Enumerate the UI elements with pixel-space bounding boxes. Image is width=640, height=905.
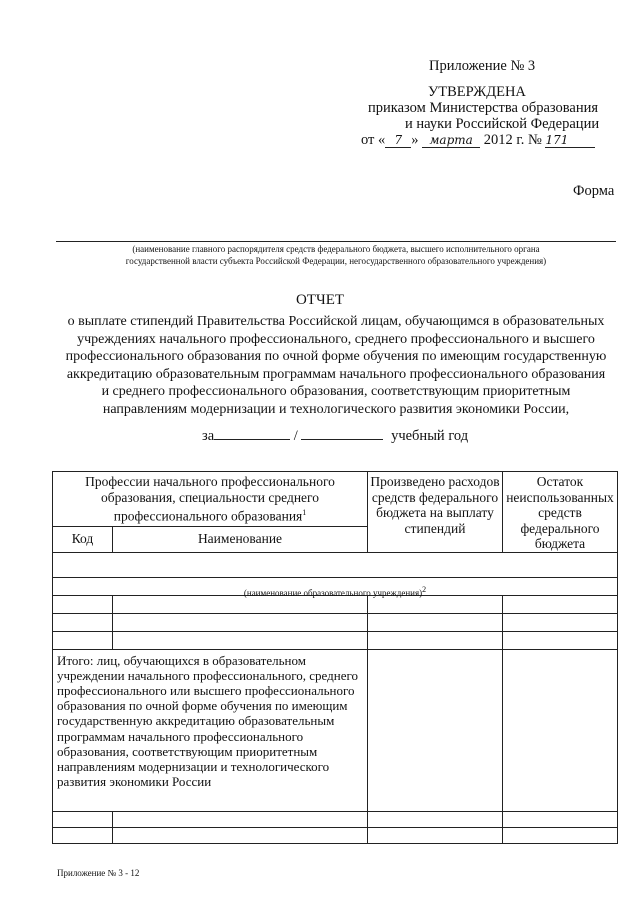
table-cell[interactable] — [368, 631, 503, 649]
footnote-1: 1 — [302, 508, 307, 517]
col-remaining-header: Остаток неиспользованных средств федерального бюджета — [503, 472, 618, 553]
total-remaining-cell[interactable] — [503, 649, 618, 811]
table-cell[interactable] — [113, 613, 368, 631]
total-text: Итого: лиц, обучающихся в образовательном учреждении начального профессионального, среднего профессионального или высшего профессионального образования по очной форме обучения по имеющим государственную аккредитацию образовательным программам начального профессионального образования, соответствующим приоритетным направлениям модернизации и технологического развития экономики России — [53, 649, 368, 811]
table-cell[interactable] — [53, 631, 113, 649]
report-line: профессионального образования по очной форме обучения по имеющим государственную — [65, 349, 607, 364]
page-footer-label: Приложение № 3 - 12 — [57, 868, 140, 878]
report-subtitle — [40, 313, 632, 418]
org-caption — [56, 243, 616, 267]
col-name-header: Наименование — [113, 526, 368, 552]
date-number: 171 — [545, 133, 595, 148]
table-cell[interactable] — [503, 631, 618, 649]
table-cell[interactable] — [113, 827, 368, 843]
table-cell[interactable] — [53, 613, 113, 631]
col-group-header: Профессии начального профессионального образования, специальности среднего профессионального образования$^1$ — [53, 472, 368, 527]
institution-line — [53, 577, 617, 578]
report-line: направлениям модернизации и технологического развития экономики России, — [102, 401, 570, 417]
date-prefix: от « — [361, 132, 386, 148]
table-cell[interactable] — [503, 811, 618, 827]
period-suffix: учебный год — [391, 428, 469, 444]
date-year: 2012 г. № — [483, 132, 542, 148]
total-spent-cell[interactable] — [368, 649, 503, 811]
order-line-2: и науки Российской Федерации — [405, 116, 600, 132]
appendix-label: Приложение № 3 — [429, 58, 536, 74]
table-cell[interactable] — [503, 827, 618, 843]
period-start-field[interactable] — [214, 426, 290, 440]
table-cell[interactable] — [113, 631, 368, 649]
org-caption-line-1: (наименование главного распорядителя средств федерального бюджета, высшего исполнительного органа — [132, 244, 540, 254]
form-label: Форма — [573, 183, 615, 199]
table-cell[interactable] — [113, 811, 368, 827]
table-cell[interactable] — [53, 827, 113, 843]
period-prefix: за — [202, 428, 215, 444]
table-cell[interactable] — [503, 613, 618, 631]
approved-label: УТВЕРЖДЕНА — [428, 84, 526, 100]
footnote-2: 2 — [422, 584, 427, 594]
report-line: и среднего профессионального образования, соответствующим приоритетным — [101, 384, 571, 399]
order-line-1: приказом Министерства образования — [368, 100, 599, 116]
report-line: аккредитацию образовательным программам начального профессионального образования — [66, 366, 606, 382]
col-code-header: Код — [53, 526, 113, 552]
report-title: ОТЧЕТ — [295, 292, 345, 308]
table-cell[interactable] — [53, 811, 113, 827]
table-cell[interactable] — [368, 613, 503, 631]
col-spent-header: Произведено расходов средств федерального бюджета на выплату стипендий — [368, 472, 503, 553]
period-line — [202, 426, 468, 445]
org-name-line — [56, 241, 616, 242]
report-line: о выплате стипендий Правительства Российской лицам, обучающимся в образовательных — [67, 314, 605, 329]
report-table — [52, 471, 618, 844]
date-month: марта — [422, 133, 480, 148]
institution-row[interactable] — [53, 552, 618, 598]
report-line: учреждениях начального профессионального, среднего профессионального и высшего — [77, 331, 595, 347]
period-sep: / — [293, 428, 298, 444]
org-caption-line-2: государственной власти субъекта Российской Федерации, негосударственного образовательного учреждения) — [125, 256, 547, 266]
date-day: 7 — [385, 133, 411, 148]
period-end-field[interactable] — [301, 426, 383, 440]
date-mid: » — [411, 132, 419, 148]
table-cell[interactable] — [368, 811, 503, 827]
institution-caption: (наименование образовательного учреждения)2 — [243, 584, 427, 598]
order-date — [361, 132, 595, 149]
table-cell[interactable] — [368, 827, 503, 843]
